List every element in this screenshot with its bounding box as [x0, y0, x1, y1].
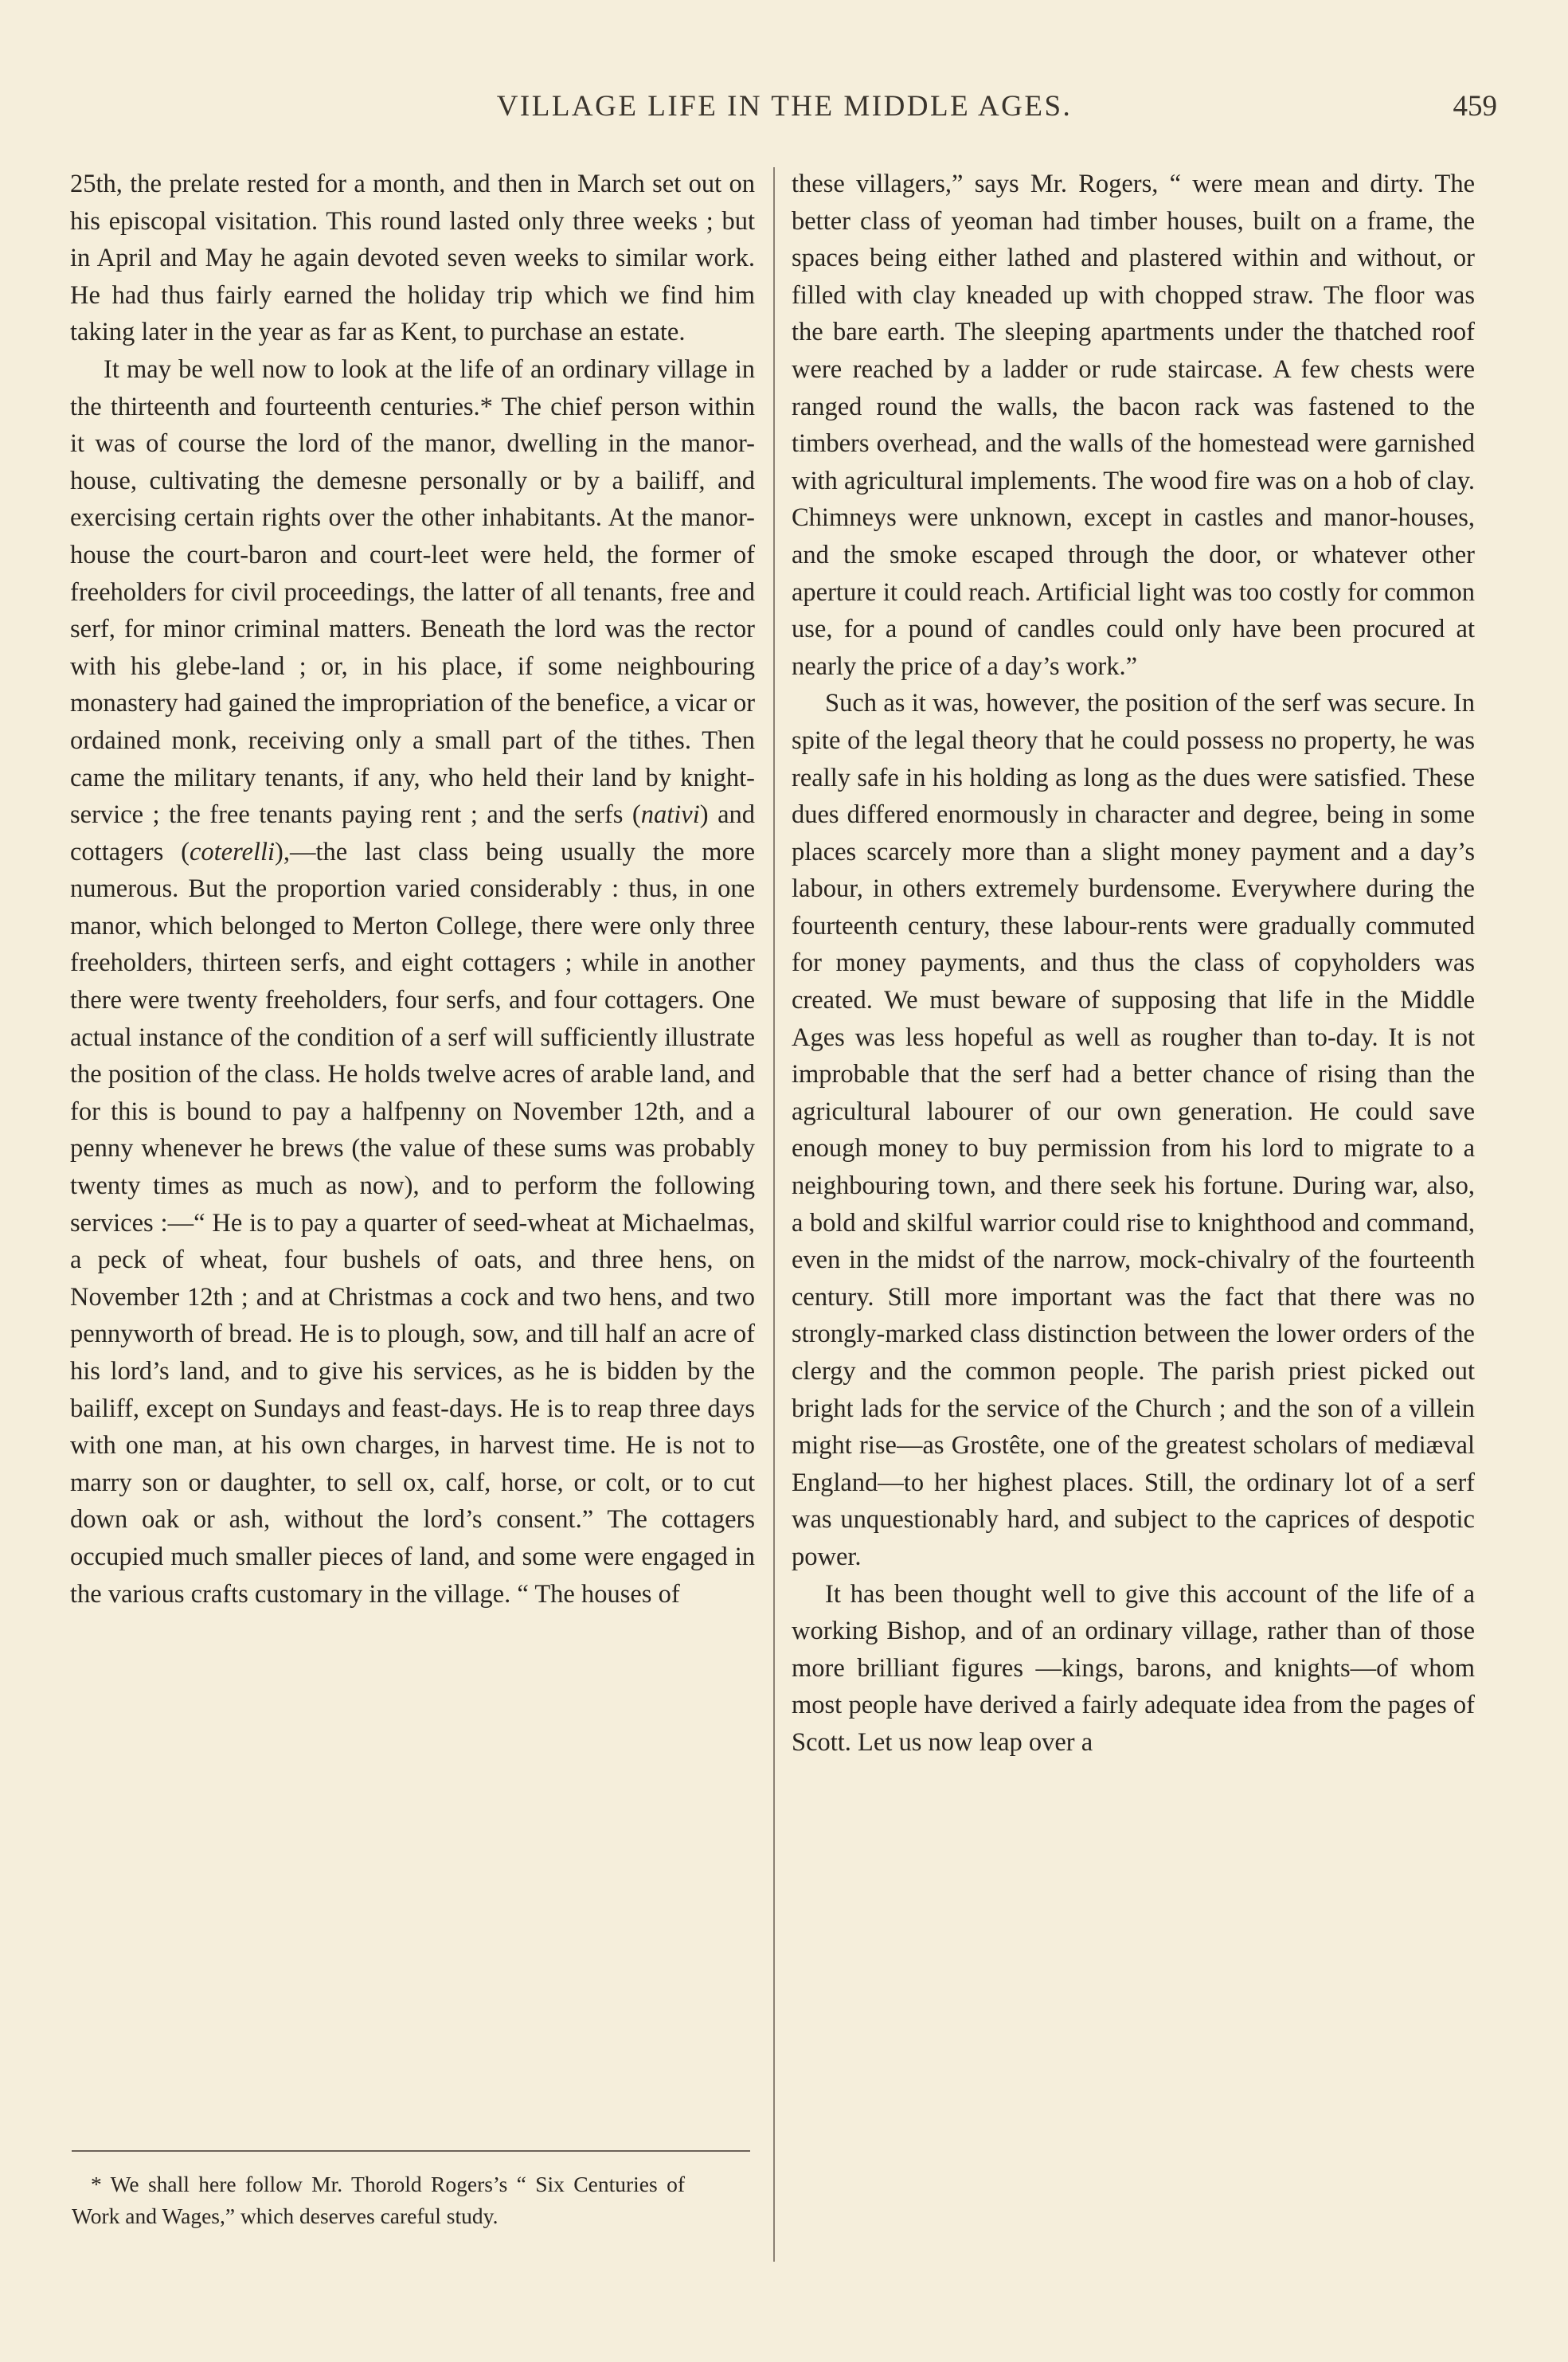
page-header: [72, 89, 1497, 137]
paragraph-village-life: [70, 351, 755, 1613]
paragraph-quote-houses: these villagers,” says Mr. Rogers, “ were mean and dirty. The better class of yeoman had timber houses, built on a frame, the spaces being either lathed and plastered within and without, or filled with clay kneaded up with chopped straw. The floor was the bare earth. The sleeping apartments under the thatched roof were reached by a ladder or rude staircase. A few chests were ranged round the walls, the bacon rack was fastened to the timbers overhead, and the walls of the homestead were garnished with agricultural implements. The wood fire was on a hob of clay. Chimneys were unknown, except in castles and manor-houses, and the smoke escaped through the door, or whatever other aperture it could reach. Artificial light was too costly for common use, for a pound of candles could only have been procured at nearly the price of a day’s work.”: [792, 170, 1475, 681]
footnote: [72, 2168, 685, 2232]
paragraph-text-part: ),—the last class being usually the more numerous. But the proportion varied considerably : thus, in one manor, which belonged to Merton College, there were only three freeholders, thirteen serfs, and eight cottagers ; while in another there were twenty freeholders, four serfs, and four cottagers. One actual instance of the condition of a serf will sufficiently illustrate the position of the class. He holds twelve acres of arable land, and for this is bound to pay a halfpenny on November 12th, and a penny whenever he brews (the value of these sums was probably twenty times as much as now), and to perform the following services :—“ He is to pay a quarter of seed-wheat at Michaelmas, a peck of wheat, four bushels of oats, and three hens, on November 12th ; and at Christmas a cock and two hens, and two pennyworth of bread. He is to plough, sow, and till half an acre of his lord’s land, and to give his services, as he is bidden by the bailiff, except on Sundays and feast-days. He is to reap three days with one man, at his own charges, in harvest time. He is not to marry son or daughter, to sell ox, calf, horse, or colt, or to cut down oak or ash, without the lord’s consent.” The cottagers occupied much smaller pieces of land, and some were engaged in the various crafts customary in the village. “ The houses of: [70, 837, 755, 1609]
paragraph-transition: It has been thought well to give this account of the life of a working Bishop, and of an ordinary village, rather than of those more brilliant figures —kings, barons, and knights—of whom most people have derived a fairly adequate idea from the pages of Scott. Let us now leap over a: [792, 1579, 1475, 1757]
left-column: [70, 166, 755, 1613]
paragraph-text-part: It may be well now to look at the life of an ordinary village in the thirteenth and fourteenth centuries.* The chief person within it was of course the lord of the manor, dwelling in the manor-house, cultivating the demesne personally or by a bailiff, and exercising certain rights over the other inhabitants. At the manor-house the court-baron and court-leet were held, the former of freeholders for civil proceedings, the latter of all tenants, free and serf, for minor criminal matters. Beneath the lord was the rector with his glebe-land ; or, in his place, if some neighbouring monastery had gained the impropriation of the benefice, a vicar or ordained monk, receiving only a small part of the tithes. Then came the military tenants, if any, who held their land by knight-service ; the free tenants paying rent ; and the serfs (: [70, 354, 756, 830]
italic-term-nativi: nativi: [640, 800, 700, 830]
page-number: 459: [1453, 90, 1497, 123]
paragraph-continued: 25th, the prelate rested for a month, and then in March set out on his episcopal visitation. This round lasted only three weeks ; but in April and May he again devoted seven weeks to similar work. He had thus fairly earned the holiday trip which we find him taking later in the year as far as Kent, to purchase an estate.: [70, 170, 755, 347]
right-column: [792, 166, 1475, 1762]
column-divider: [773, 167, 775, 2262]
italic-term-coterelli: coterelli: [189, 837, 276, 866]
paragraph-serf-position: Such as it was, however, the position of the serf was secure. In spite of the legal theory that he could possess no property, he was really safe in his holding as long as the dues were satisfied. These dues differed enormously in character and degree, being in some places scarcely more than a slight money payment and a day’s labour, in others extremely burdensome. Everywhere during the fourteenth century, these labour-rents were gradually commuted for money payments, and thus the class of copyholders was created. We must beware of supposing that life in the Middle Ages was less hopeful as well as rougher than to-day. It is not improbable that the serf had a better chance of rising than the agricultural labourer of our own generation. He could save enough money to buy permission from his lord to migrate to a neighbouring town, and there seek his fortune. During war, also, a bold and skilful warrior could rise to knighthood and command, even in the midst of the narrow, mock-chivalry of the fourteenth century. Still more important was the fact that there was no strongly-marked class distinction between the lower orders of the clergy and the common people. The parish priest picked out bright lads for the service of the Church ; and the son of a villein might rise—as Grostête, one of the greatest scholars of mediæval England—to her highest places. Still, the ordinary lot of a serf was unquestionably hard, and subject to the caprices of despotic power.: [792, 689, 1475, 1571]
footnote-text: * We shall here follow Mr. Thorold Rogers’s “ Six Centuries of Work and Wages,” which deserves careful study.: [72, 2172, 685, 2228]
footnote-rule: [72, 2150, 750, 2152]
running-title: VILLAGE LIFE IN THE MIDDLE AGES.: [496, 90, 1073, 123]
paragraph-text-part: ) and cottagers (: [70, 800, 755, 866]
